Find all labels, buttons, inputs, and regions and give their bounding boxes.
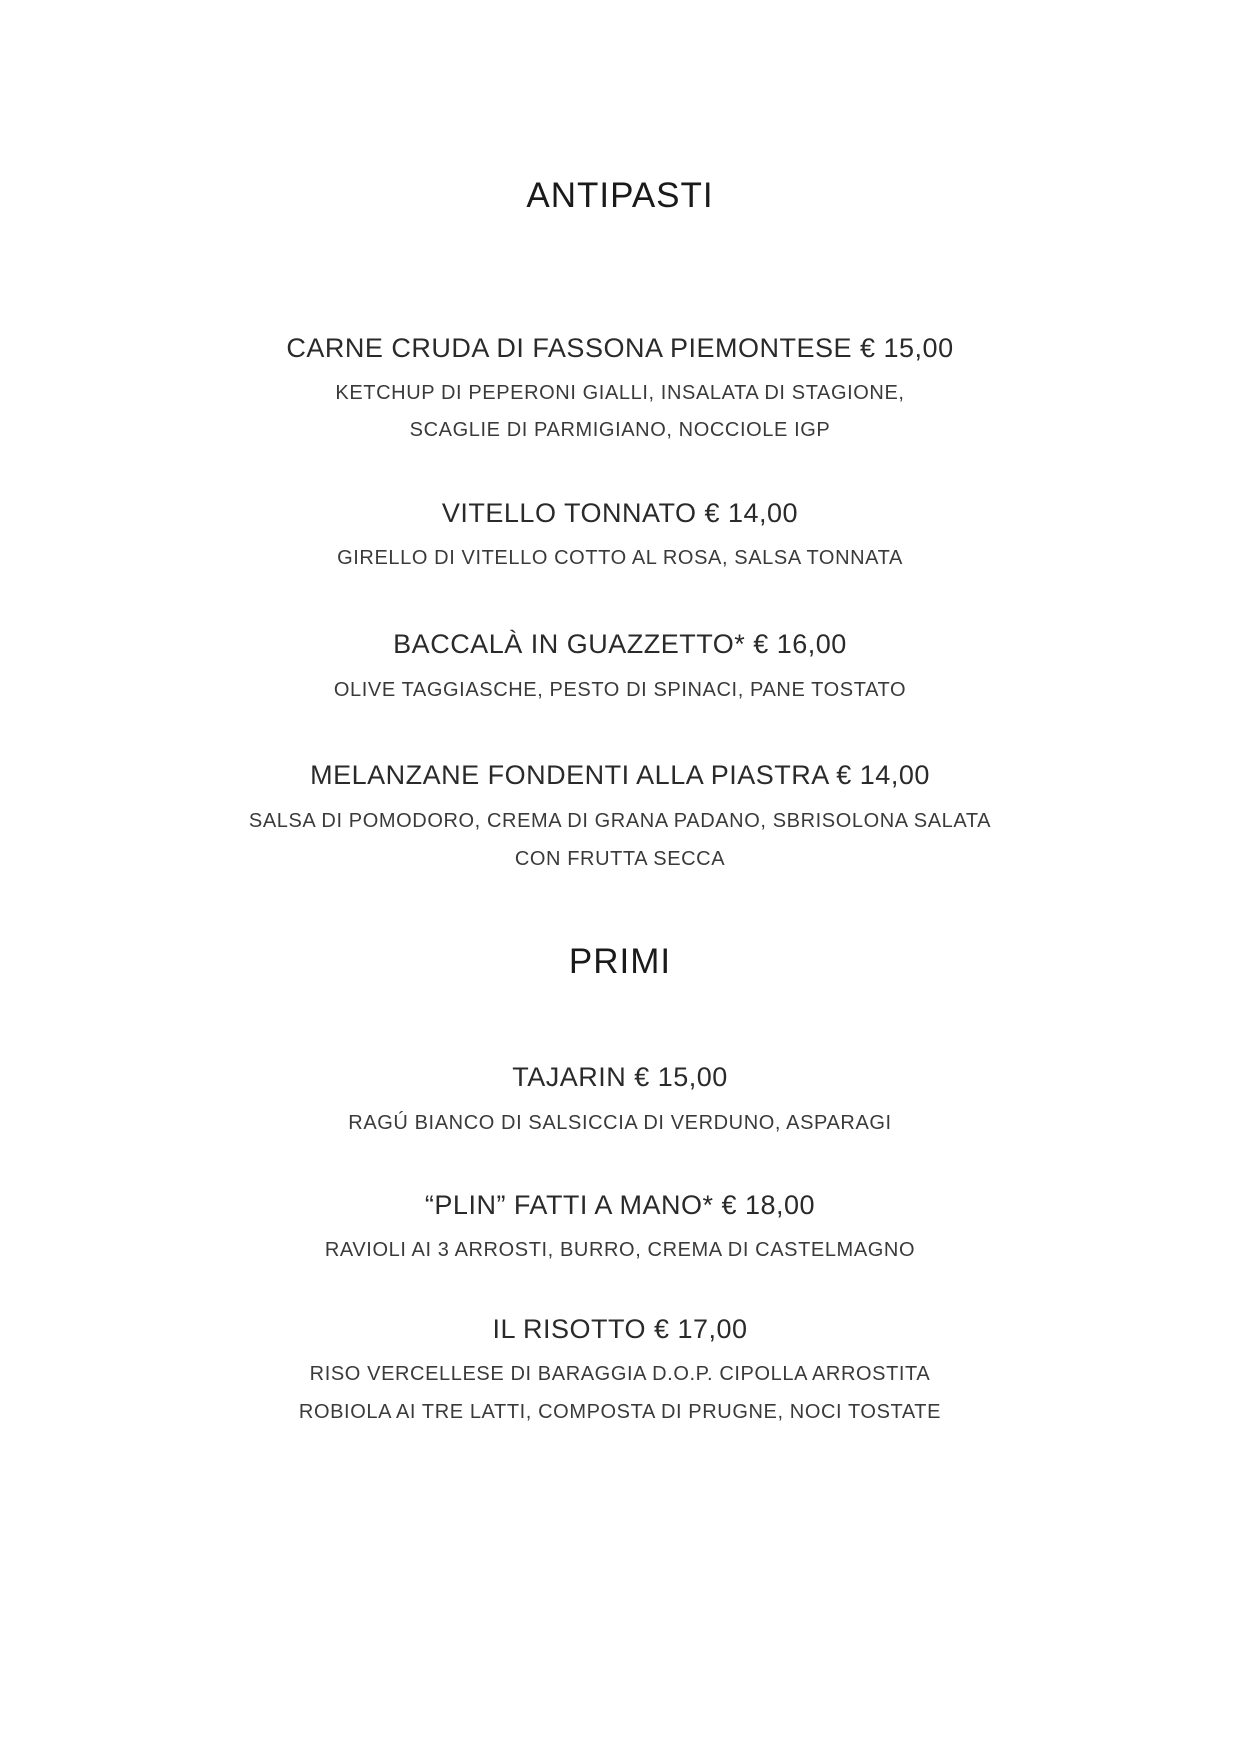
dish-desc-melanzane-line1: SALSA DI POMODORO, CREMA DI GRANA PADANO, SBRISOLONA SALATA (248, 810, 992, 832)
dish-title-tajarin: TAJARIN € 15,00 (512, 1062, 728, 1092)
dish-desc-vitello-tonnato: GIRELLO DI VITELLO COTTO AL ROSA, SALSA TONNATA (337, 547, 903, 569)
dish-desc-plin: RAVIOLI AI 3 ARROSTI, BURRO, CREMA DI CASTELMAGNO (324, 1239, 916, 1261)
dish-desc-risotto-line1: RISO VERCELLESE DI BARAGGIA D.O.P. CIPOLLA ARROSTITA (309, 1363, 931, 1385)
dish-title-plin: “PLIN” FATTI A MANO* € 18,00 (424, 1190, 816, 1220)
dish-title-vitello-tonnato: VITELLO TONNATO € 14,00 (441, 498, 799, 528)
dish-title-risotto: IL RISOTTO € 17,00 (492, 1314, 748, 1344)
dish-desc-baccala: OLIVE TAGGIASCHE, PESTO DI SPINACI, PANE TOSTATO (333, 679, 907, 701)
section-title-antipasti: ANTIPASTI (526, 176, 714, 215)
section-title-primi: PRIMI (568, 942, 672, 981)
dish-desc-tajarin: RAGÚ BIANCO DI SALSICCIA DI VERDUNO, ASPARAGI (348, 1112, 892, 1134)
dish-title-carne-cruda: CARNE CRUDA DI FASSONA PIEMONTESE € 15,00 (286, 333, 954, 363)
dish-title-melanzane: MELANZANE FONDENTI ALLA PIASTRA € 14,00 (310, 760, 930, 790)
dish-desc-melanzane-line2: CON FRUTTA SECCA (514, 848, 726, 870)
dish-desc-risotto-line2: ROBIOLA AI TRE LATTI, COMPOSTA DI PRUGNE, NOCI TOSTATE (298, 1401, 942, 1423)
dish-desc-carne-cruda-line2: SCAGLIE DI PARMIGIANO, NOCCIOLE IGP (409, 419, 831, 441)
dish-title-baccala: BACCALÀ IN GUAZZETTO* € 16,00 (393, 629, 847, 659)
dish-desc-carne-cruda-line1: KETCHUP DI PEPERONI GIALLI, INSALATA DI STAGIONE, (335, 382, 905, 404)
